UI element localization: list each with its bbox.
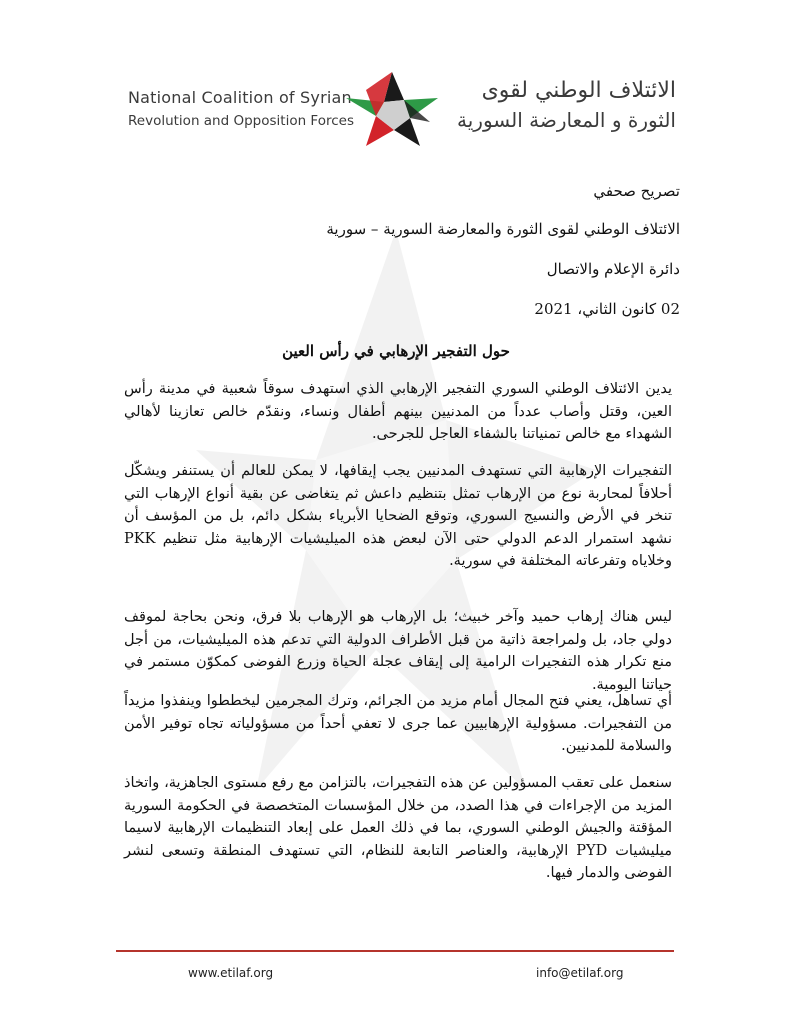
org-name-english: [128, 88, 354, 131]
org-name-arabic: [446, 76, 676, 134]
coalition-star-logo: [344, 70, 440, 146]
document-type: تصريح صحفي: [593, 182, 680, 200]
paragraph-3: ليس هناك إرهاب حميد وآخر خبيث؛ بل الإرهاب هو الإرهاب بلا فرق، ونحن بحاجة لموقف دولي جاد، بل ولمراجعة ذاتية من قبل الأطراف الدولية التي تدعم هذه الميليشيات، من أجل منع تكرار هذه التفجيرات الرامية إلى إيقاف عجلة الحياة وزرع الفوضى كمكوّن مستمر في حياتنا اليومية.: [124, 609, 672, 693]
department-line: دائرة الإعلام والاتصال: [546, 260, 680, 278]
statement-title: حول التفجير الإرهابي في رأس العين: [282, 342, 510, 360]
paragraph-4: أي تساهل، يعني فتح المجال أمام مزيد من الجرائم، وترك المجرمين ليخططوا وينفذوا مزيداً من التفجيرات. مسؤولية الإرهابيين عما جرى لا تعفي أحداً من مسؤولياته تجاه توفير الأمن والسلامة للمدنيين.: [124, 693, 672, 754]
website-link[interactable]: www.etilaf.org: [188, 966, 274, 980]
paragraph-1: يدين الائتلاف الوطني السوري التفجير الإرهابي الذي استهدف سوقاً شعبية في مدينة رأس العين، وقتل وأصاب عدداً من المدنيين بينهم أطفال ونساء، ونقدّم خالص تعازينا لأهالي الشهداء مع خالص تمنياتنا بالشفاء العاجل للجرحى.: [124, 381, 672, 442]
footer-divider: [116, 950, 674, 952]
paragraph-2: التفجيرات الإرهابية التي تستهدف المدنيين يجب إيقافها، لا يمكن للعالم أن يستنفر ويشكّل أحلافاً لمحاربة نوع من الإرهاب تمثل بتنظيم داعش ثم يتغاضى عن بقية أنواع الإرهاب التي تنخر في الأرض والنسيج السوري، وتوقع الضحايا الأبرياء بشكل دائم، بل من المؤسف أن نشهد استمرار الدعم الدولي حتى الآن لبعض هذه الميليشيات الإرهابية مثل تنظيم PKK وخلاياه وتفرعاته المختلفة في سورية.: [124, 463, 672, 569]
org-name-arabic-line1: الائتلاف الوطني لقوى: [481, 78, 676, 103]
organization-line: الائتلاف الوطني لقوى الثورة والمعارضة السورية – سورية: [326, 220, 680, 238]
org-name-english-line2: Revolution and Opposition Forces: [128, 113, 354, 129]
paragraph-5: سنعمل على تعقب المسؤولين عن هذه التفجيرات، بالتزامن مع رفع مستوى الجاهزية، واتخاذ المزيد من الإجراءات في هذا الصدد، من خلال المؤسسات المتخصصة في الحكومة السورية المؤقتة والجيش الوطني السوري، بما في ذلك العمل على إبعاد التنظيمات الإرهابية لاسيما ميليشيات PYD الإرهابية، والعناصر التابعة للنظام، التي تستهدف المنطقة وتسعى لنشر الفوضى والدمار فيها.: [124, 775, 672, 881]
org-name-arabic-line2: الثورة و المعارضة السورية: [457, 108, 676, 132]
letterhead: [0, 66, 792, 146]
org-name-english-line1: National Coalition of Syrian: [128, 88, 352, 107]
email-link[interactable]: info@etilaf.org: [536, 966, 624, 980]
date-line: 02 كانون الثاني، 2021: [534, 300, 680, 318]
